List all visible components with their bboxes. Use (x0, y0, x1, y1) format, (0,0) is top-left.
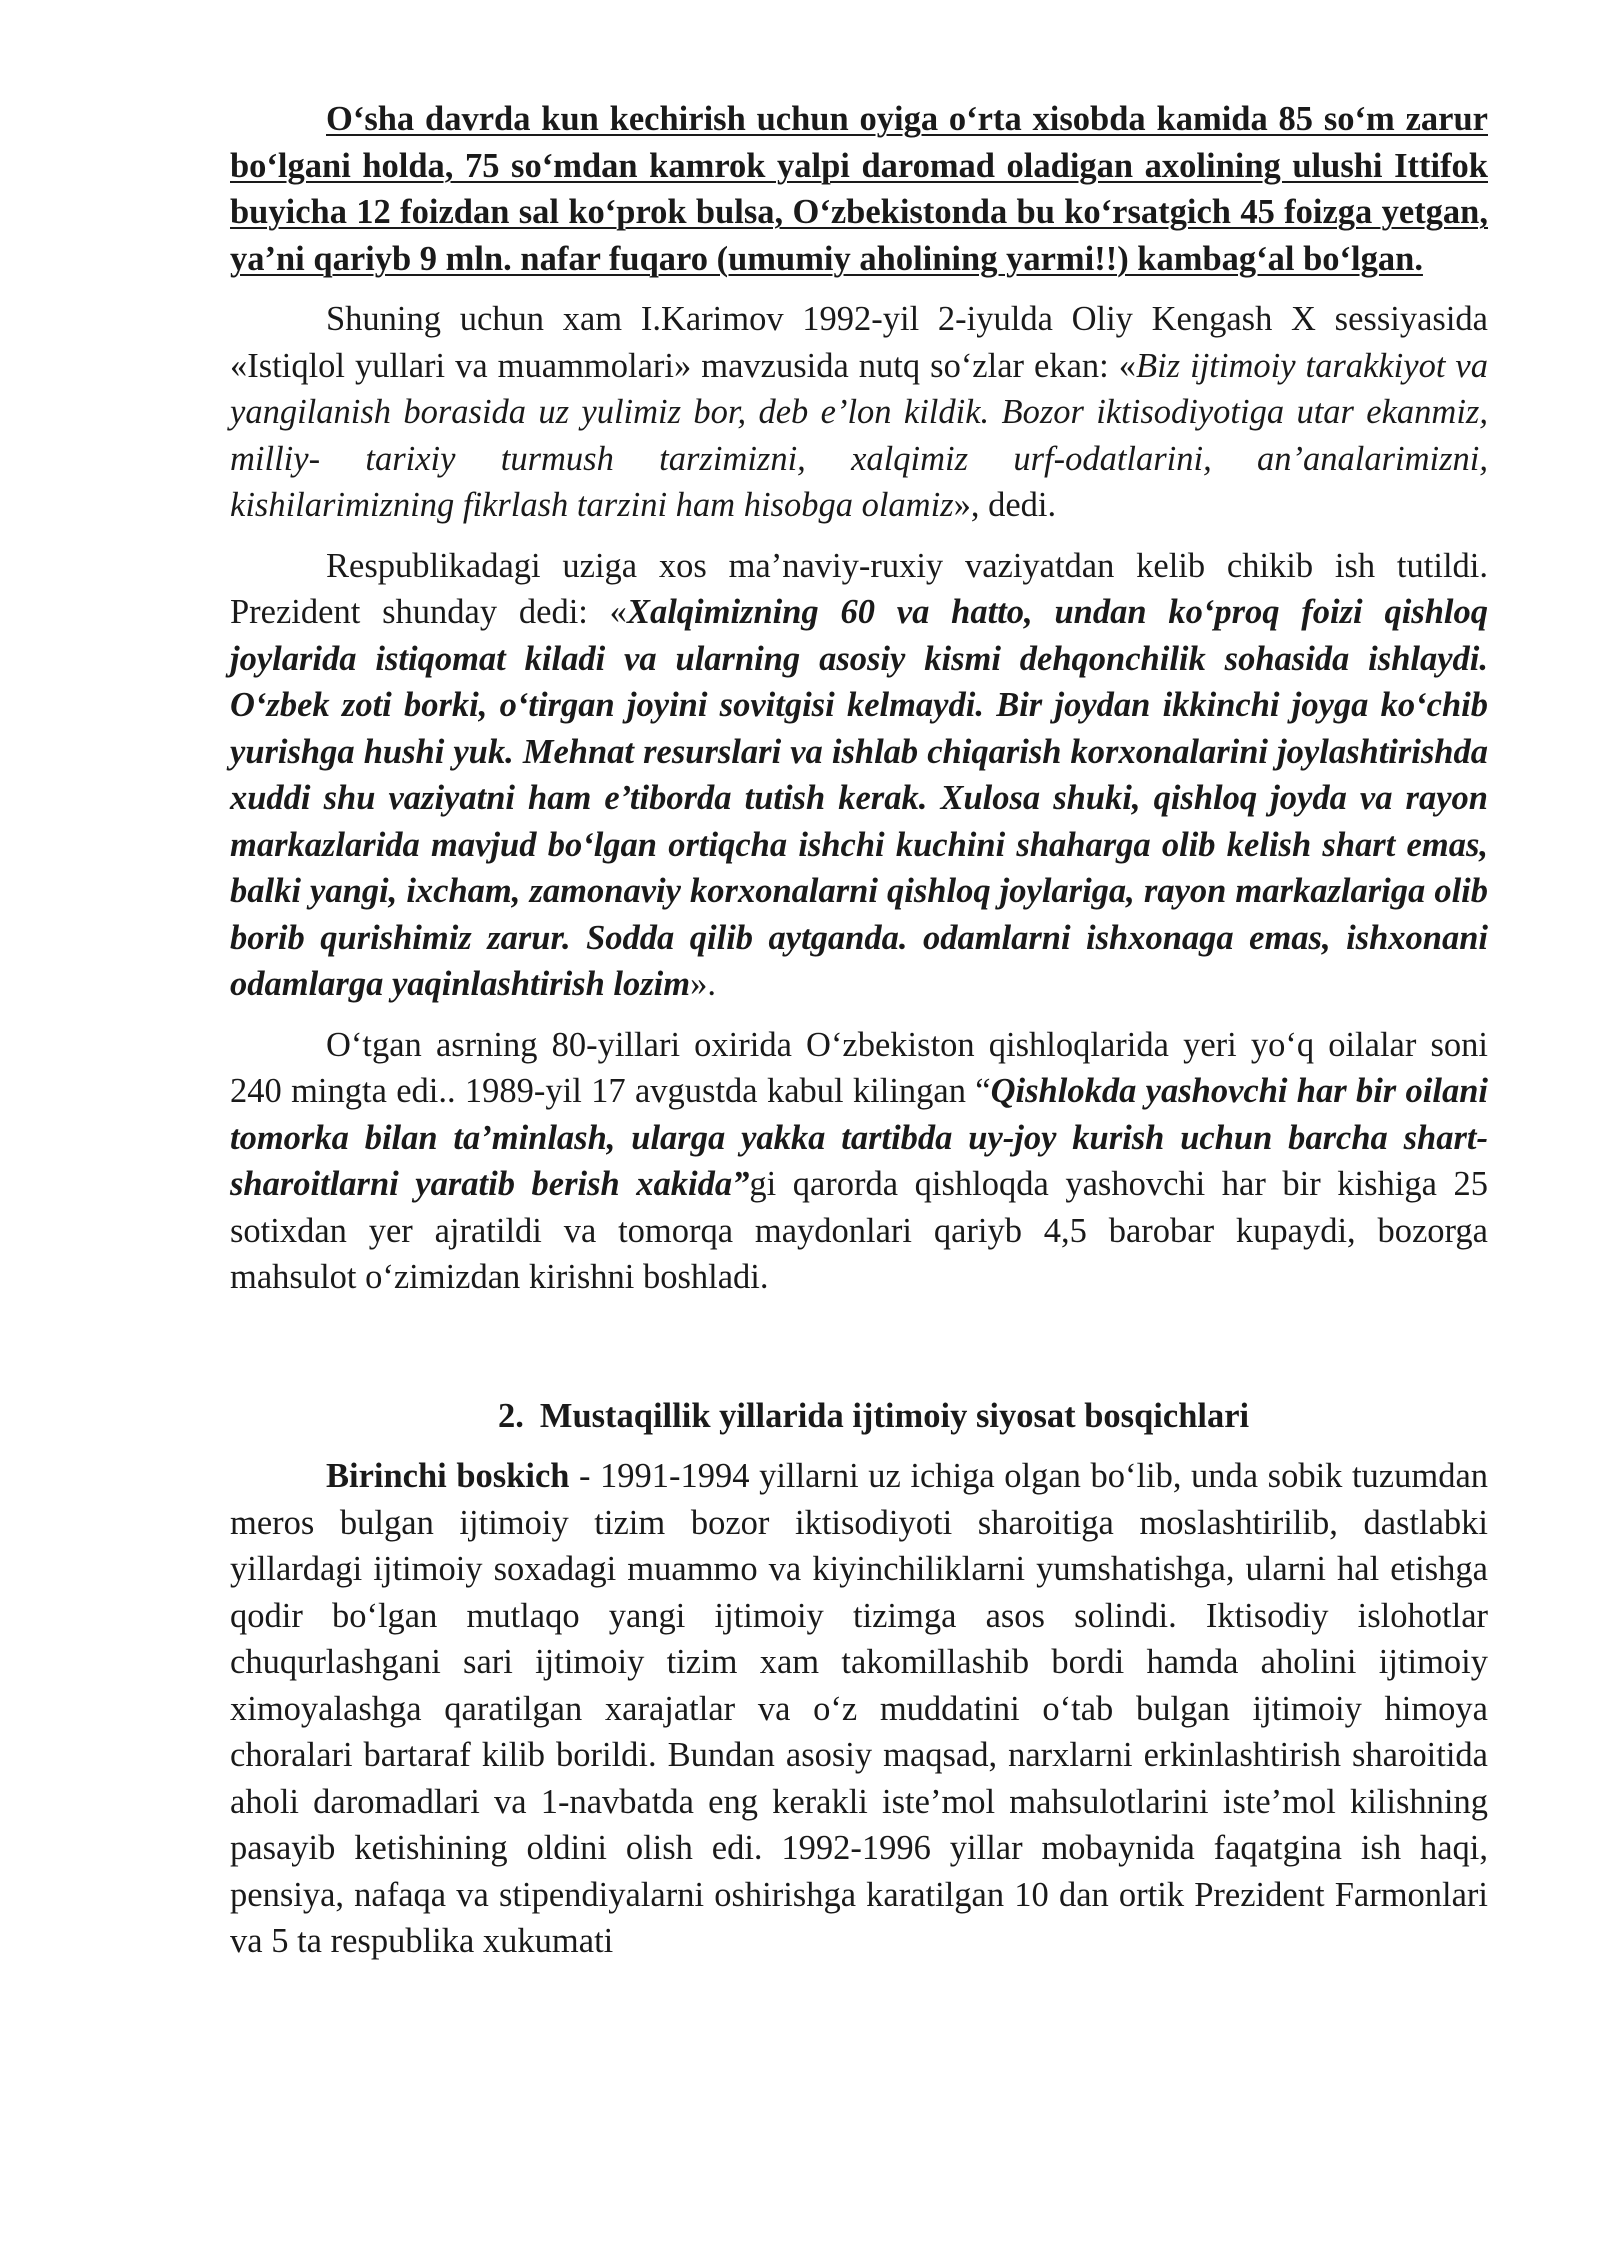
paragraph-poverty-statistics (230, 96, 1488, 282)
section-heading (230, 1393, 1488, 1440)
section-number: 2. (498, 1396, 524, 1435)
section-spacer (230, 1315, 1488, 1393)
paragraph-text: - 1991-1994 yillarni uz ichiga olgan bo‘lib, unda sobik tuzumdan meros bulgan ijtimoiy tizim bozor iktisodiyoti sharoitiga moslashtirilib, dastlabki yillardagi ijtimoiy soxadagi muammo va kiyinchiliklarni yumshatishga, ularni hal etishga qodir bo‘lgan mutlaqo yangi ijtimoiy tizimga asos solindi. Iktisodiy islohotlar chuqurlashgani sari ijtimoiy tizim xam takomillashib bordi hamda aholini ijtimoiy ximoyalashga qaratilgan xarajatlar va o‘z muddatini o‘tab bulgan ijtimoiy himoya choralari bartaraf kilib borildi. Bundan asosiy maqsad, narxlarni erkinlashtirish sharoitida aholi daromadlari va 1-navbatda eng kerakli iste’mol mahsulotlarini iste’mol kilishning pasayib ketishining oldini olish edi. 1992-1996 yillar mobaynida faqatgina ish haqi, pensiya, nafaqa va stipendiyalarni oshirishga karatilgan 10 dan ortik Prezident Farmonlari va 5 ta respublika xukumati (230, 1457, 1489, 1960)
decree-title: Qishlokda yashovchi har bir oilani tomorka bilan ta’minlash, ularga yakka tartibda uy-joy kurish uchun barcha shart-sharoitlarni yaratib berish xakida” (230, 1072, 1489, 1203)
paragraph-outro: gi qarorda qishloqda yashovchi har bir kishiga 25 sotixdan yer ajratildi va tomorqa maydonlari qariyb 4,5 barobar kupaydi, bozorga mahsulot o‘zimizdan kirishni boshladi. (230, 1165, 1488, 1296)
stage-lead: Birinchi boskich (326, 1457, 570, 1495)
section-title: Mustaqillik yillarida ijtimoiy siyosat bosqichlari (539, 1396, 1250, 1435)
paragraph-intro: Respublikadagi uziga xos ma’naviy-ruxiy vaziyatdan kelib chikib ish tutildi. Prezident shunday dedi: « (230, 546, 1488, 631)
paragraph-outro: », dedi. (953, 486, 1057, 524)
paragraph-text: O‘sha davrda kun kechirish uchun oyiga o‘rta xisobda kamida 85 so‘m zarur bo‘lgani holda, 75 so‘mdan kamrok yalpi daromad oladigan axolining ulushi Ittifok buyicha 12 foizdan sal ko‘prok bulsa, O‘zbekistonda bu ko‘rsatgich 45 foizga yetgan, ya’ni qariyb 9 mln. nafar fuqaro (umumiy aholining yarmi!!) kambag‘al bo‘lgan. (230, 100, 1488, 278)
paragraph-outro: ». (690, 965, 716, 1003)
paragraph-intro: O‘tgan asrning 80-yillari oxirida O‘zbekiston qishloqlarida yeri yo‘q oilalar soni 240 mingta edi.. 1989-yil 17 avgustda kabul kilingan “ (230, 1025, 1488, 1110)
paragraph-land-allocation (230, 1022, 1488, 1301)
paragraph-first-stage (230, 1453, 1488, 1965)
speech-quote: Biz ijtimoiy tarakkiyot va yangilanish borasida uz yulimiz bor, deb e’lon kildik. Bozor iktisodiyotiga utar ekanmiz, milliy- tarixiy turmush tarzimizni, xalqimiz urf-odatlarini, an’analarimizni, kishilarimizning fikrlash tarzini ham hisobga olamiz (230, 346, 1488, 524)
president-quote: Xalqimizning 60 va hatto, undan ko‘proq foizi qishloq joylarida istiqomat kiladi va ularning asosiy kismi dehqonchilik sohasida ishlaydi. O‘zbek zoti borki, o‘tirgan joyini sovitgisi kelmaydi. Bir joydan ikkinchi joyga ko‘chib yurishga hushi yuk. Mehnat resurslari va ishlab chiqarish korxonalarini joylashtirishda xuddi shu vaziyatni ham e’tiborda tutish kerak. Xulosa shuki, qishloq joyda va rayon markazlarida mavjud bo‘lgan ortiqcha ishchi kuchini shaharga olib kelish shart emas, balki yangi, ixcham, zamonaviy korxonalarni qishloq joylariga, rayon markazlariga olib borib qurishimiz zarur. Sodda qilib aytganda. odamlarni ishxonaga emas, ishxonani odamlarga yaqinlashtirish lozim (230, 593, 1488, 1003)
paragraph-president-quote (230, 543, 1488, 1008)
document-page (230, 96, 1488, 1979)
paragraph-karimov-speech (230, 296, 1488, 529)
paragraph-intro: Shuning uchun xam I.Karimov 1992-yil 2-iyulda Oliy Kengash X sessiyasida «Istiqlol yullari va muammolari» mavzusida nutq so‘zlar ekan: « (230, 300, 1488, 385)
